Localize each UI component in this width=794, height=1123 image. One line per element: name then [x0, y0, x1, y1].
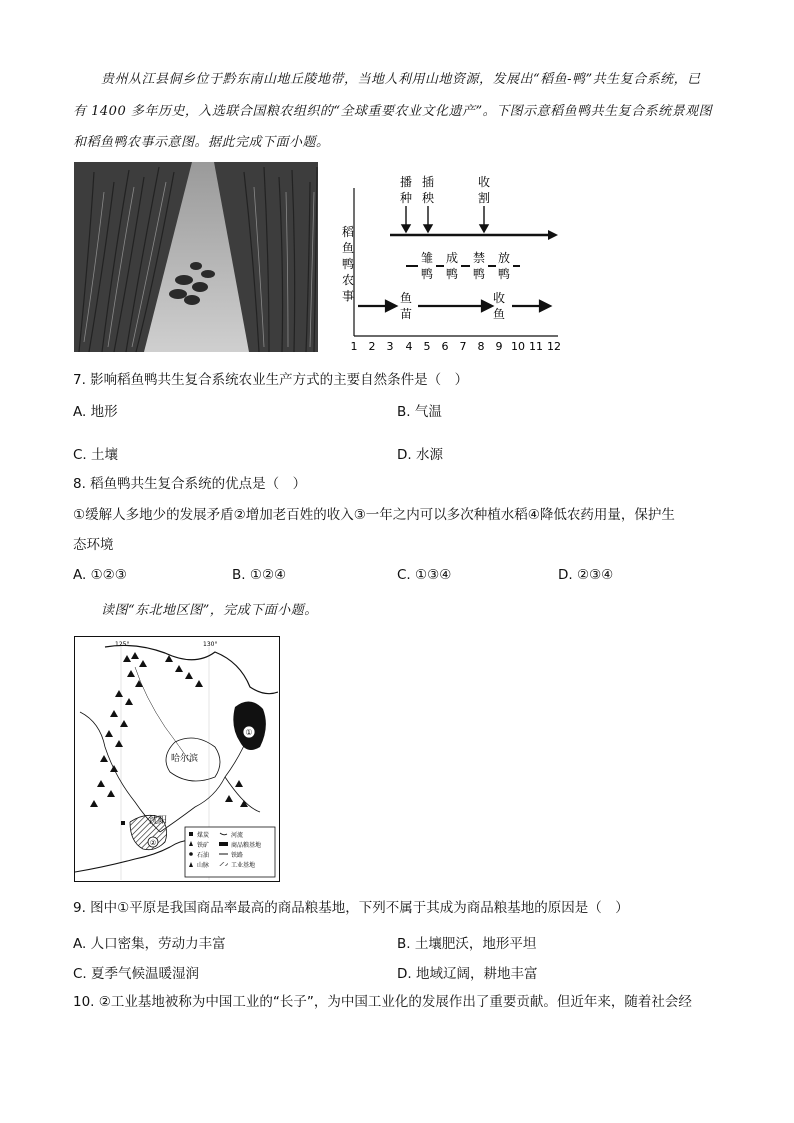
intro-line-1: 贵州从江县侗乡位于黔东南山地丘陵地带，当地人利用山地资源，发展出“稻鱼-鸭”共生复合系统，已	[101, 72, 701, 87]
legend-coal: 煤炭	[197, 832, 210, 839]
q8-option-a[interactable]: A. ①②③	[73, 567, 127, 583]
intro-map-instruction: 读图“东北地区图”，完成下面小题。	[101, 603, 318, 618]
q7-option-d[interactable]: D. 水源	[397, 447, 443, 463]
label-harvest: 收	[477, 175, 491, 189]
q8-option-d[interactable]: D. ②③④	[558, 567, 614, 583]
label-release-duck: 鸭	[497, 267, 511, 281]
question-8-body-line-2: 态环境	[73, 537, 114, 553]
tick-label: 11	[529, 340, 543, 353]
tick-label: 8	[477, 340, 485, 353]
q8-option-b[interactable]: B. ①②④	[232, 567, 287, 583]
q7-option-a[interactable]: A. 地形	[73, 404, 118, 420]
tick-label: 10	[511, 340, 525, 353]
label-release-duck: 放	[497, 251, 511, 265]
q7-option-c[interactable]: C. 土壤	[73, 447, 119, 463]
label-ban-duck: 鸭	[472, 267, 486, 281]
label-chick-duck: 鸭	[420, 267, 434, 281]
y-axis-label-char: 农	[342, 273, 355, 287]
legend-river: 河流	[231, 832, 244, 839]
legend-railway: 铁路	[231, 852, 244, 859]
label-sow: 种	[399, 191, 413, 205]
label-grown-duck: 成	[445, 251, 459, 265]
label-transplant: 插	[421, 175, 435, 189]
mountain-symbols	[90, 652, 248, 807]
y-axis-label-char: 鸭	[342, 257, 355, 271]
legend-mountain: 山脉	[197, 862, 210, 869]
label-grown-duck: 鸭	[445, 267, 459, 281]
city-label-shenyang: 沈阳	[149, 816, 168, 826]
label-ban-duck: 禁	[472, 251, 486, 265]
legend-oil: 石油	[197, 852, 210, 859]
label-fish-fry: 苗	[399, 307, 413, 321]
city-label-harbin: 哈尔滨	[171, 754, 199, 764]
rice-fish-duck-calendar-diagram	[334, 170, 566, 354]
question-7-stem: 7. 影响稻鱼鸭共生复合系统农业生产方式的主要自然条件是（ ）	[73, 372, 469, 388]
q9-option-b[interactable]: B. 土壤肥沃，地形平坦	[397, 936, 537, 952]
tick-label: 7	[459, 340, 467, 353]
question-8-stem: 8. 稻鱼鸭共生复合系统的优点是（ ）	[73, 476, 307, 492]
question-10-stem: 10. ②工业基地被称为中国工业的“长子”，为中国工业化的发展作出了重要贡献。但近年来，随着社会经	[73, 994, 692, 1010]
legend-industry-base: 工业基地	[231, 862, 256, 869]
label-fish-fry: 鱼	[399, 291, 413, 305]
label-harvest-fish: 收	[492, 291, 506, 305]
question-9-stem: 9. 图中①平原是我国商品率最高的商品粮基地，下列不属于其成为商品粮基地的原因是（ ）	[73, 900, 629, 916]
tick-label: 2	[368, 340, 376, 353]
tick-label: 3	[386, 340, 394, 353]
tick-label: 4	[405, 340, 413, 353]
y-axis-label-char: 事	[342, 289, 355, 303]
label-harvest: 割	[477, 191, 491, 205]
tick-label: 5	[423, 340, 431, 353]
question-8-body-line-1: ①缓解人多地少的发展矛盾②增加老百姓的收入③一年之内可以多次种植水稻④降低农药用量，保护生	[73, 507, 675, 523]
legend-iron: 铁矿	[197, 842, 210, 849]
label-transplant: 秧	[421, 191, 435, 205]
intro-line-3: 和稻鱼鸭农事示意图。据此完成下面小题。	[73, 135, 330, 150]
map-marker-2: ②	[149, 839, 157, 847]
label-sow: 播	[399, 175, 413, 189]
q9-option-d[interactable]: D. 地域辽阔，耕地丰富	[397, 966, 538, 982]
tick-label: 9	[495, 340, 503, 353]
intro-line-2: 有 1400 多年历史，入选联合国粮农组织的“全球重要农业文化遗产”。下图示意稻鱼鸭共生复合系统景观图	[73, 104, 713, 119]
q9-option-c[interactable]: C. 夏季气候温暖湿润	[73, 966, 200, 982]
map-marker-1: ①	[245, 728, 253, 737]
q7-option-b[interactable]: B. 气温	[397, 404, 442, 420]
rice-duck-landscape-photo	[74, 162, 318, 352]
tick-label: 12	[547, 340, 561, 353]
q8-option-c[interactable]: C. ①③④	[397, 567, 452, 583]
tick-label: 1	[350, 340, 358, 353]
border-line	[105, 645, 278, 693]
legend-grain-base: 商品粮基地	[231, 842, 262, 849]
northeast-china-map	[74, 636, 280, 882]
tick-label: 6	[441, 340, 449, 353]
longitude-label-125: 125°	[115, 641, 130, 648]
label-harvest-fish: 鱼	[492, 307, 506, 321]
y-axis-label-char: 鱼	[342, 241, 355, 255]
q9-option-a[interactable]: A. 人口密集，劳动力丰富	[73, 936, 226, 952]
y-axis-label-char: 稻	[342, 225, 355, 239]
label-chick-duck: 雏	[420, 251, 434, 265]
longitude-label-130: 130°	[203, 641, 218, 648]
